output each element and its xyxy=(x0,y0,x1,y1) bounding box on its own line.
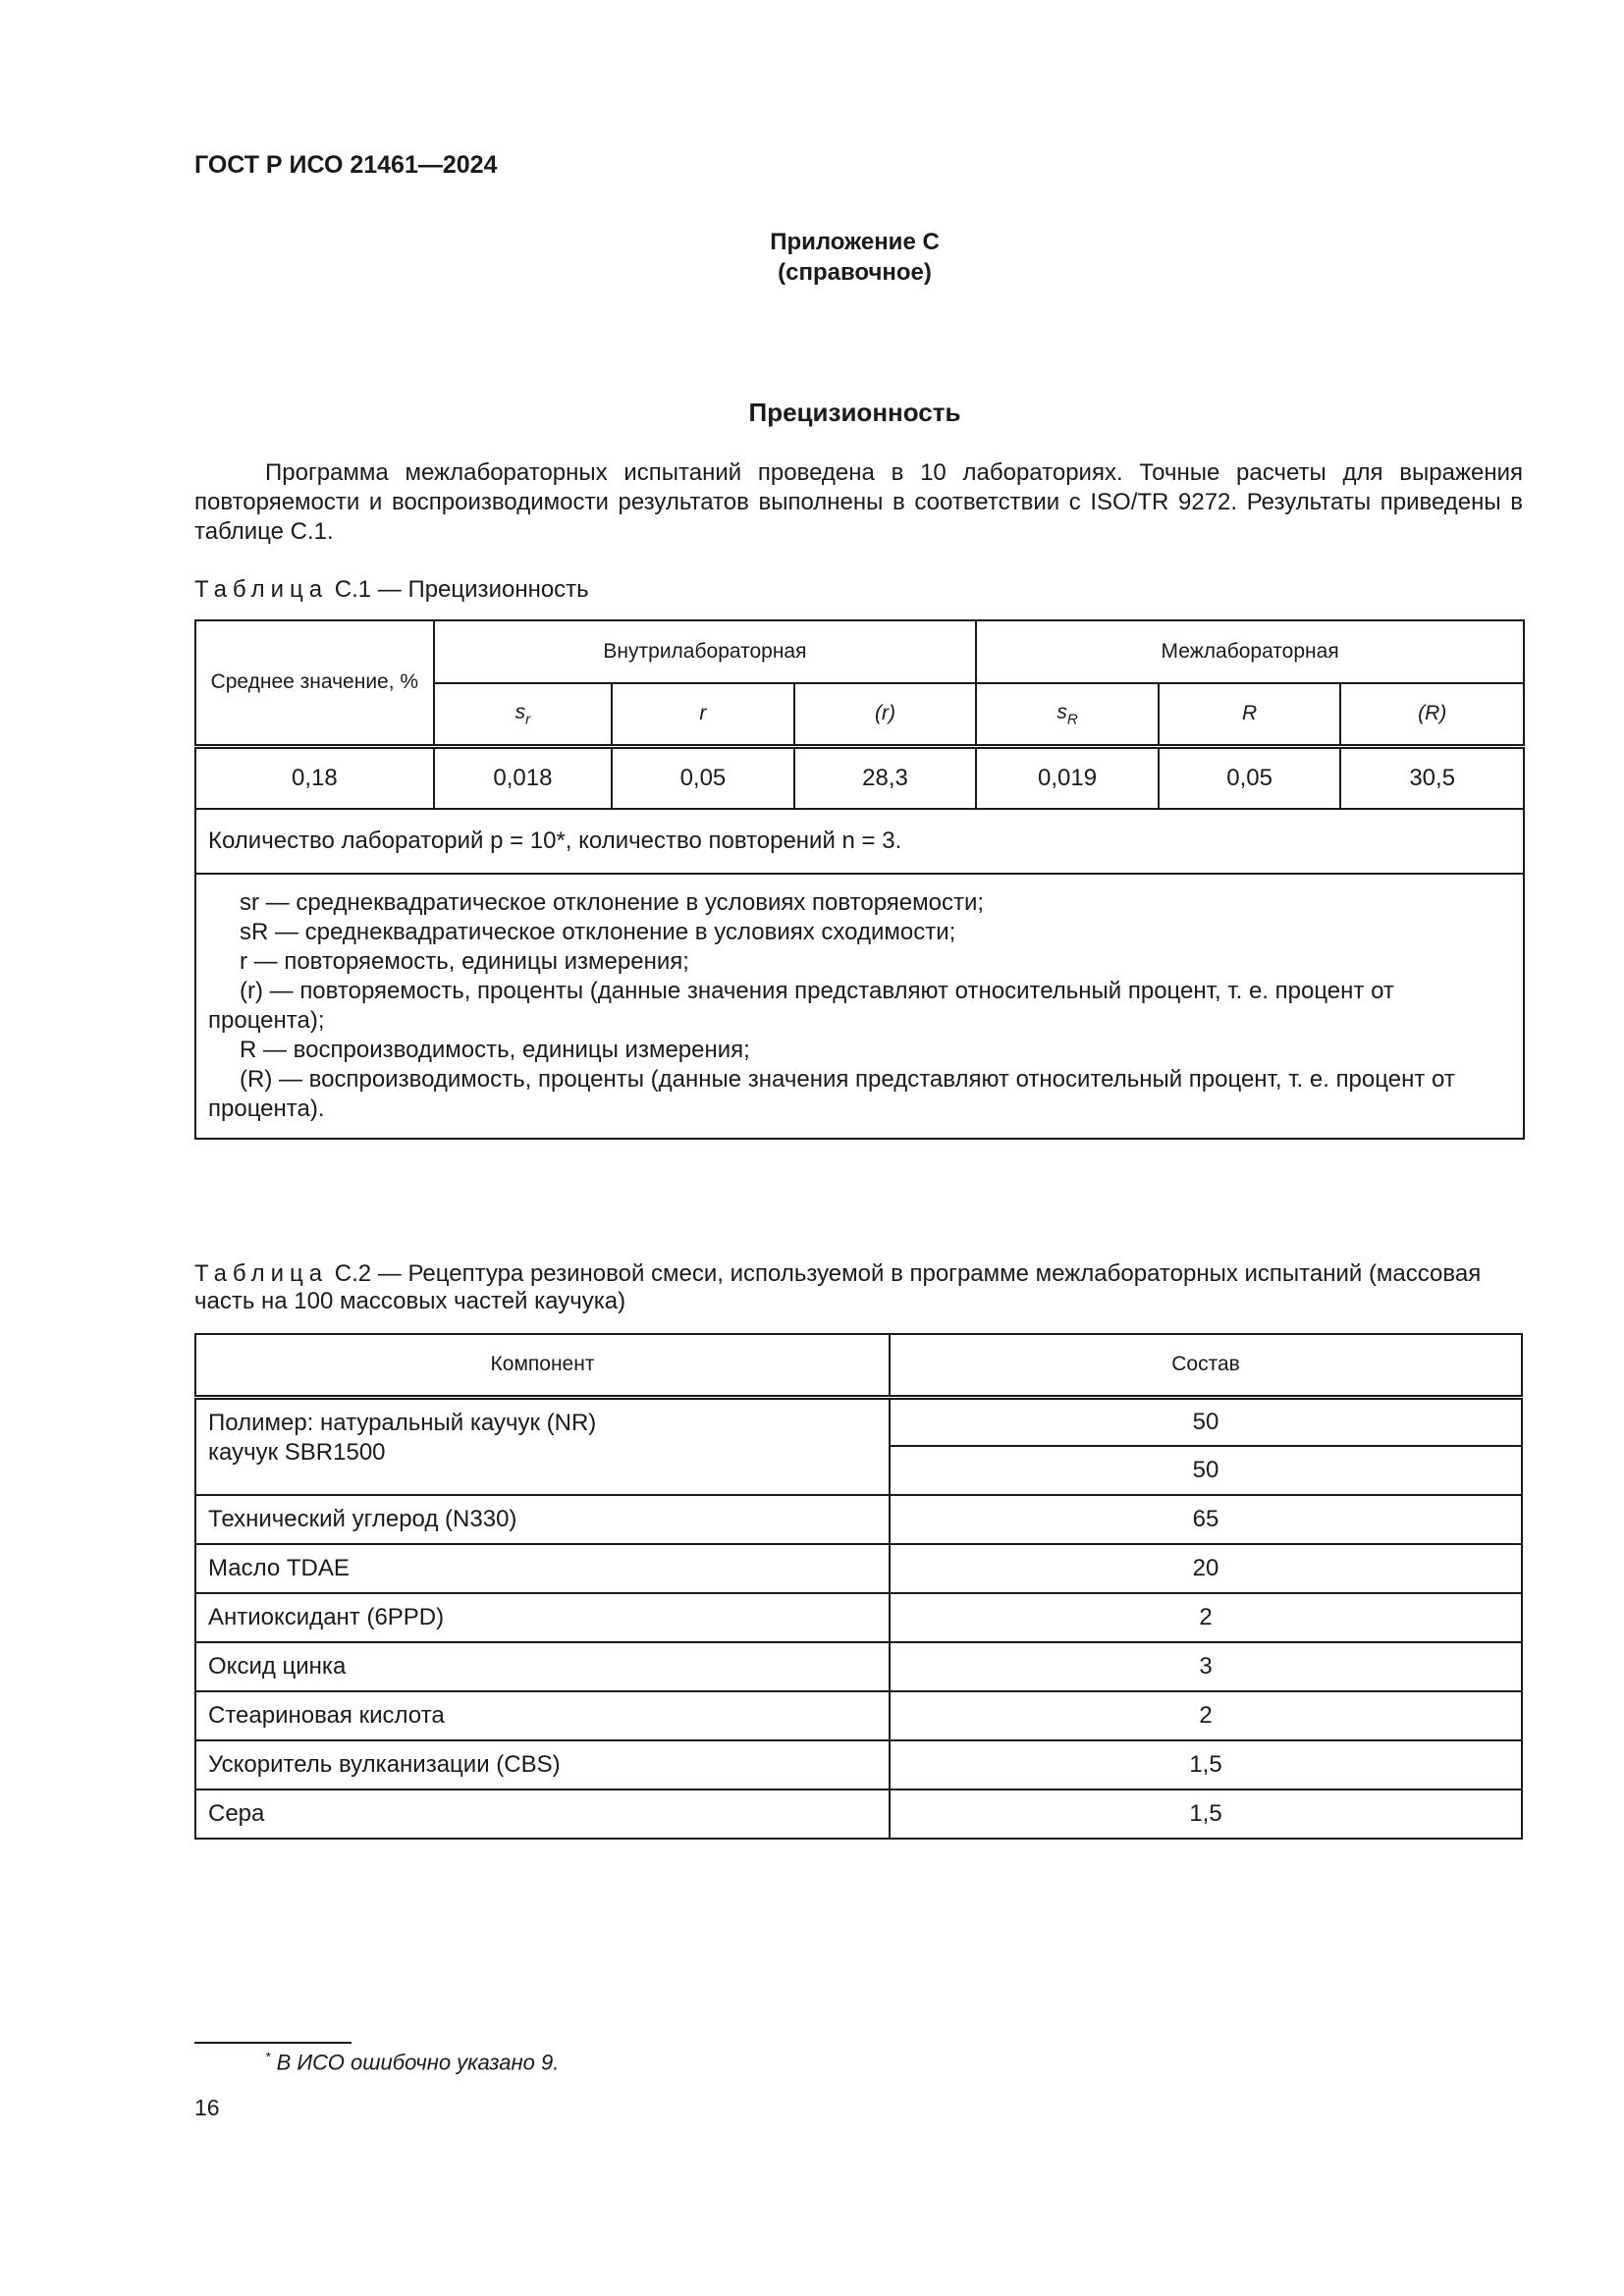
value-sR: 0,019 xyxy=(976,746,1159,809)
intra-lab-header: Внутрилабораторная xyxy=(434,620,977,683)
polymer-value-nr: 50 xyxy=(890,1397,1522,1446)
table2-caption-text: С.2 — Рецептура резиновой смеси, используемой в программе межлабораторных испытаний (массовая часть на 100 массовых частей каучука) xyxy=(194,1260,1482,1314)
table1-caption-prefix: Таблица xyxy=(194,576,329,603)
col-r-pct-header xyxy=(794,683,977,746)
polymer-cell xyxy=(195,1397,890,1495)
col-R-header xyxy=(1159,683,1341,746)
component-value: 1,5 xyxy=(890,1740,1522,1789)
intro-paragraph xyxy=(194,458,1523,547)
value-r-pct: 28,3 xyxy=(794,746,977,809)
component-name: Стеариновая кислота xyxy=(195,1691,890,1740)
component-name: Технический углерод (N330) xyxy=(195,1495,890,1544)
legend-item: sr — среднеквадратическое отклонение в условиях повторяемости; xyxy=(240,889,985,916)
component-value: 2 xyxy=(890,1593,1522,1642)
sym-r: r xyxy=(699,702,707,725)
component-name: Сера xyxy=(195,1789,890,1839)
value-r: 0,05 xyxy=(612,746,794,809)
sub-R: R xyxy=(1066,710,1078,727)
component-value: 20 xyxy=(890,1544,1522,1593)
sym-R-pct: (R) xyxy=(1418,702,1447,725)
component-value: 65 xyxy=(890,1495,1522,1544)
col-sr-header xyxy=(434,683,612,746)
polymer-label-nr: Полимер: натуральный каучук (NR) xyxy=(208,1409,597,1436)
table-row xyxy=(195,1691,1522,1740)
legend-item: (r) — повторяемость, проценты (данные значения представляют относительный процент, т. е. процент от процента); xyxy=(208,978,1394,1034)
table2-caption-prefix: Таблица xyxy=(194,1260,329,1287)
component-name: Оксид цинка xyxy=(195,1642,890,1691)
page-number: 16 xyxy=(194,2095,220,2120)
table2-caption xyxy=(194,1260,1523,1315)
col-sR-header xyxy=(976,683,1159,746)
component-name: Ускоритель вулканизации (CBS) xyxy=(195,1740,890,1789)
table1-values-row xyxy=(195,746,1524,809)
component-value: 3 xyxy=(890,1642,1522,1691)
value-R: 0,05 xyxy=(1159,746,1341,809)
legend-item: (R) — воспроизводимость, проценты (данные значения представляют относительный процент, т. е. процент от процента). xyxy=(208,1066,1455,1122)
document-code: ГОСТ Р ИСО 21461—2024 xyxy=(194,151,498,179)
precision-table xyxy=(194,619,1525,1140)
mean-value-header: Среднее значение, % xyxy=(195,620,434,746)
value-mean: 0,18 xyxy=(195,746,434,809)
component-value: 1,5 xyxy=(890,1789,1522,1839)
table1-caption-text: С.1 — Прецизионность xyxy=(328,576,589,603)
composition-header: Состав xyxy=(890,1334,1522,1397)
footnote-mark: * xyxy=(265,2049,271,2064)
component-header: Компонент xyxy=(195,1334,890,1397)
table1-caption xyxy=(194,576,1523,604)
value-sr: 0,018 xyxy=(434,746,612,809)
table-row xyxy=(195,1740,1522,1789)
table-row xyxy=(195,1544,1522,1593)
sym-s-2: s xyxy=(1056,700,1067,723)
sym-r-pct: (r) xyxy=(874,702,895,725)
col-R-pct-header xyxy=(1340,683,1524,746)
sym-s: s xyxy=(514,700,526,723)
polymer-value-sbr: 50 xyxy=(890,1446,1522,1495)
table-row xyxy=(195,1642,1522,1691)
annex-kind: (справочное) xyxy=(778,259,932,286)
footnote-divider xyxy=(194,2042,352,2044)
polymer-label-sbr: каучук SBR1500 xyxy=(208,1438,386,1466)
intro-paragraph-text: Программа межлабораторных испытаний проведена в 10 лабораториях. Точные расчеты для выражения повторяемости и воспроизводимости результатов выполнены в соответствии с ISO/TR 9272. Результаты приведены в таблице С.1. xyxy=(194,459,1523,545)
footnote-text: В ИСО ошибочно указано 9. xyxy=(276,2050,560,2075)
table-row xyxy=(195,1789,1522,1839)
symbol-legend xyxy=(195,874,1524,1139)
col-r-header xyxy=(612,683,794,746)
component-name: Масло TDAE xyxy=(195,1544,890,1593)
footnote xyxy=(265,2049,559,2075)
lab-count-note: Количество лабораторий p = 10*, количество повторений n = 3. xyxy=(195,809,1524,874)
annex-title: Приложение С xyxy=(770,229,940,255)
legend-item: sR — среднеквадратическое отклонение в условиях сходимости; xyxy=(240,919,956,945)
recipe-table xyxy=(194,1333,1523,1840)
table-row xyxy=(195,1495,1522,1544)
component-value: 2 xyxy=(890,1691,1522,1740)
sub-r: r xyxy=(525,710,531,727)
inter-lab-header: Межлабораторная xyxy=(976,620,1524,683)
section-title: Прецизионность xyxy=(748,398,961,427)
legend-item: r — повторяемость, единицы измерения; xyxy=(240,948,689,975)
value-R-pct: 30,5 xyxy=(1340,746,1524,809)
legend-item: R — воспроизводимость, единицы измерения; xyxy=(240,1037,750,1063)
component-name: Антиоксидант (6PPD) xyxy=(195,1593,890,1642)
sym-R: R xyxy=(1242,702,1258,725)
table-row xyxy=(195,1593,1522,1642)
